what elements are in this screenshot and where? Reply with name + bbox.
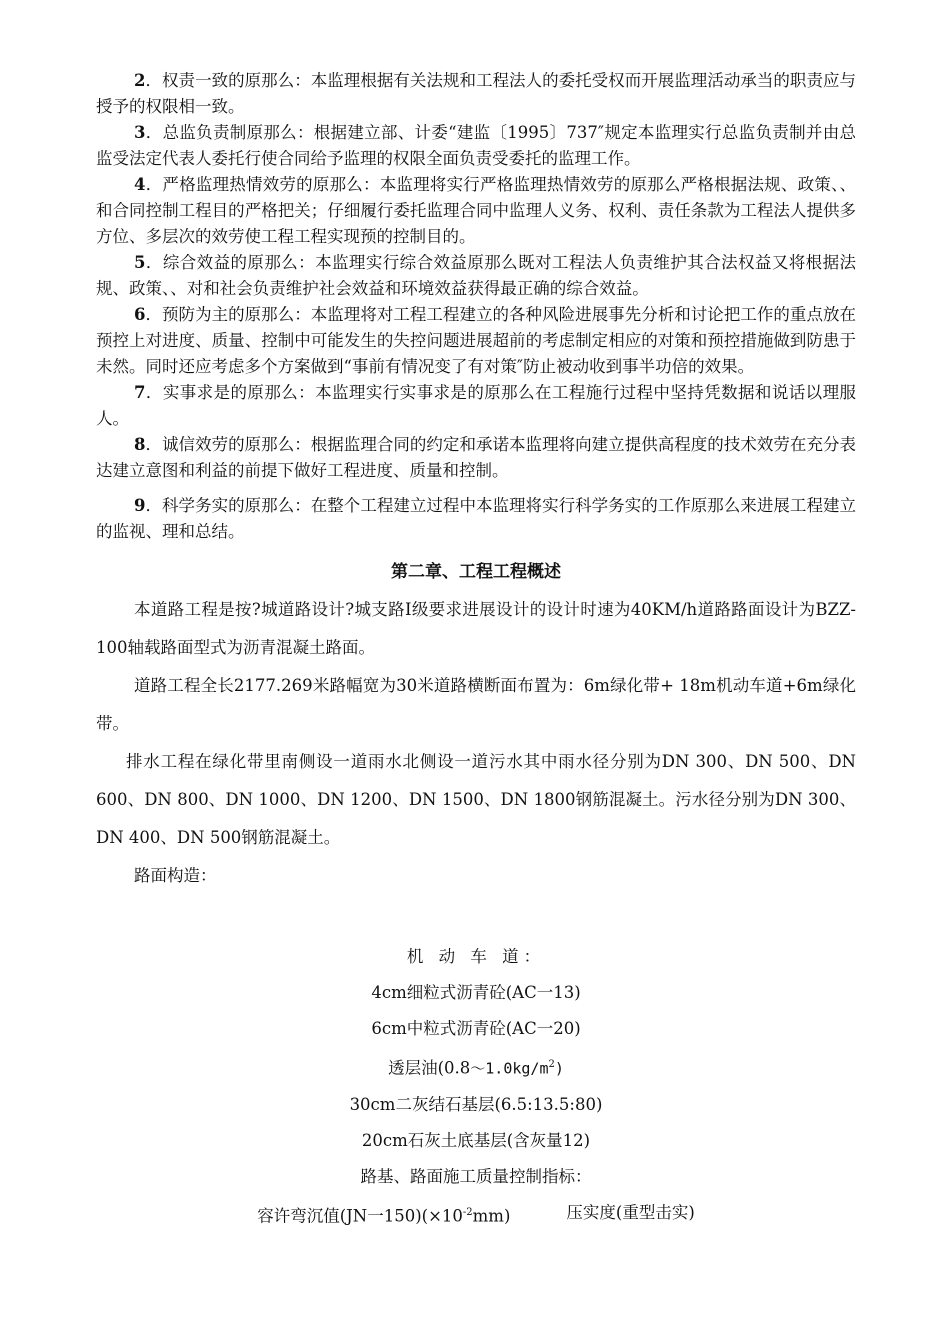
principle-number: 4: [134, 175, 146, 194]
document-page: [96, 68, 856, 1234]
layer-3-part-b: ～1.0kg/m: [470, 1059, 549, 1078]
chapter-title: 第二章、工程工程概述: [391, 562, 561, 582]
principle-number: 8: [134, 435, 146, 454]
principle-text: ．综合效益的原那么：本监理实行综合效益原那么既对工程法人负责维护其合法权益又将根据法规、政策、、对和社会负责维护社会效益和环境效益获得最正确的综合效益。: [96, 253, 856, 298]
principle-number: 2: [134, 71, 146, 90]
principle-4: [96, 172, 856, 250]
layer-3-part-c: ): [554, 1059, 564, 1078]
deflection-label: [257, 1195, 510, 1235]
principle-number: 5: [134, 253, 146, 272]
principle-5: [96, 250, 856, 302]
principle-7: [96, 380, 856, 432]
structure-layer-1: 4cm细粒式沥青砼(AC一13): [371, 983, 581, 1002]
overview-paragraph-2: 道路工程全长2177.269米路幅宽为30米道路横断面布置为：6m绿化带+ 18m机动车道+6m绿化带。: [96, 676, 856, 733]
pavement-structure: [96, 939, 856, 1234]
layer-3-part-a: 透层油(0.8: [388, 1058, 471, 1078]
deflection-label-b: mm): [472, 1206, 511, 1225]
structure-layer-4: 30cm二灰结石基层(6.5:13.5:80): [349, 1094, 603, 1114]
principle-2: [96, 68, 856, 120]
principle-number: 3: [134, 123, 146, 142]
structure-layer-2: 6cm中粒式沥青砼(AC一20): [371, 1019, 581, 1038]
quality-heading: 路基、路面施工质量控制指标：: [360, 1166, 592, 1186]
principle-8: [96, 432, 856, 484]
structure-heading: 机 动 车 道：: [406, 947, 546, 966]
overview-paragraph-3: 排水工程在绿化带里南侧设一道雨水北侧设一道污水其中雨水径分别为DN 300、DN 500、DN 600、DN 800、DN 1000、DN 1200、DN 1500、DN 1800钢筋混凝土。污水径分别为DN 300、DN 400、DN 500钢筋混凝土。: [96, 752, 856, 847]
principle-text: ．总监负责制原那么：根据建立部、计委“建监〔1995〕737″规定本监理实行总监负责制并由总监受法定代表人委托行使合同给予监理的权限全面负责受委托的监理工作。: [96, 123, 856, 168]
deflection-label-a: 容许弯沉值(JN一150)(×10: [257, 1206, 463, 1225]
principle-number: 7: [134, 383, 146, 402]
structure-layer-3: [96, 1047, 856, 1087]
structure-layer-5: 20cm石灰土底基层(含灰量12): [361, 1130, 591, 1150]
deflection-superscript: -2: [462, 1206, 473, 1218]
principle-number: 9: [134, 496, 146, 515]
principle-number: 6: [134, 305, 146, 324]
overview-paragraph-1: 本道路工程是按?城道路设计?城支路Ⅰ级要求进展设计的设计时速为40KM/h道路路面设计为BZZ-100轴载路面型式为沥青混凝土路面。: [96, 600, 856, 657]
principle-9: [96, 493, 856, 545]
principle-text: ．实事求是的原那么：本监理实行实事求是的原那么在工程施行过程中坚持凭数据和说话以理服人。: [96, 383, 856, 428]
principle-3: [96, 120, 856, 172]
principle-text: ．科学务实的原那么：在整个工程建立过程中本监理将实行科学务实的工作原那么来进展工程建立的监视、理和总结。: [96, 496, 856, 541]
principle-6: [96, 302, 856, 380]
principle-text: ．预防为主的原那么：本监理将对工程工程建立的各种风险进展事先分析和讨论把工作的重点放在预控上对进度、质量、控制中可能发生的失控问题进展超前的考虑制定相应的对策和预控措施做到防患于未然。同时还应考虑多个方案做到“事前有情况变了有对策″防止被动收到事半功倍的效果。: [96, 305, 856, 376]
quality-indicators-row: [96, 1195, 856, 1235]
overview-paragraph-4: 路面构造：: [134, 866, 217, 885]
compaction-label: 压实度(重型击实): [566, 1202, 695, 1222]
principle-text: ．严格监理热情效劳的原那么：本监理将实行严格监理热情效劳的原那么严格根据法规、政策、、和合同控制工程目的严格把关；仔细履行委托监理合同中监理人义务、权利、责任条款为工程法人提供多方位、多层次的效劳使工程工程实现预的控制目的。: [96, 175, 856, 246]
layer-3-superscript: 2: [548, 1059, 555, 1070]
principle-text: ．诚信效劳的原那么：根据监理合同的约定和承诺本监理将向建立提供高程度的技术效劳在充分表达建立意图和利益的前提下做好工程进度、质量和控制。: [96, 435, 856, 480]
principle-text: ．权责一致的原那么：本监理根据有关法规和工程法人的委托受权而开展监理活动承当的职责应与授予的权限相一致。: [96, 71, 856, 116]
